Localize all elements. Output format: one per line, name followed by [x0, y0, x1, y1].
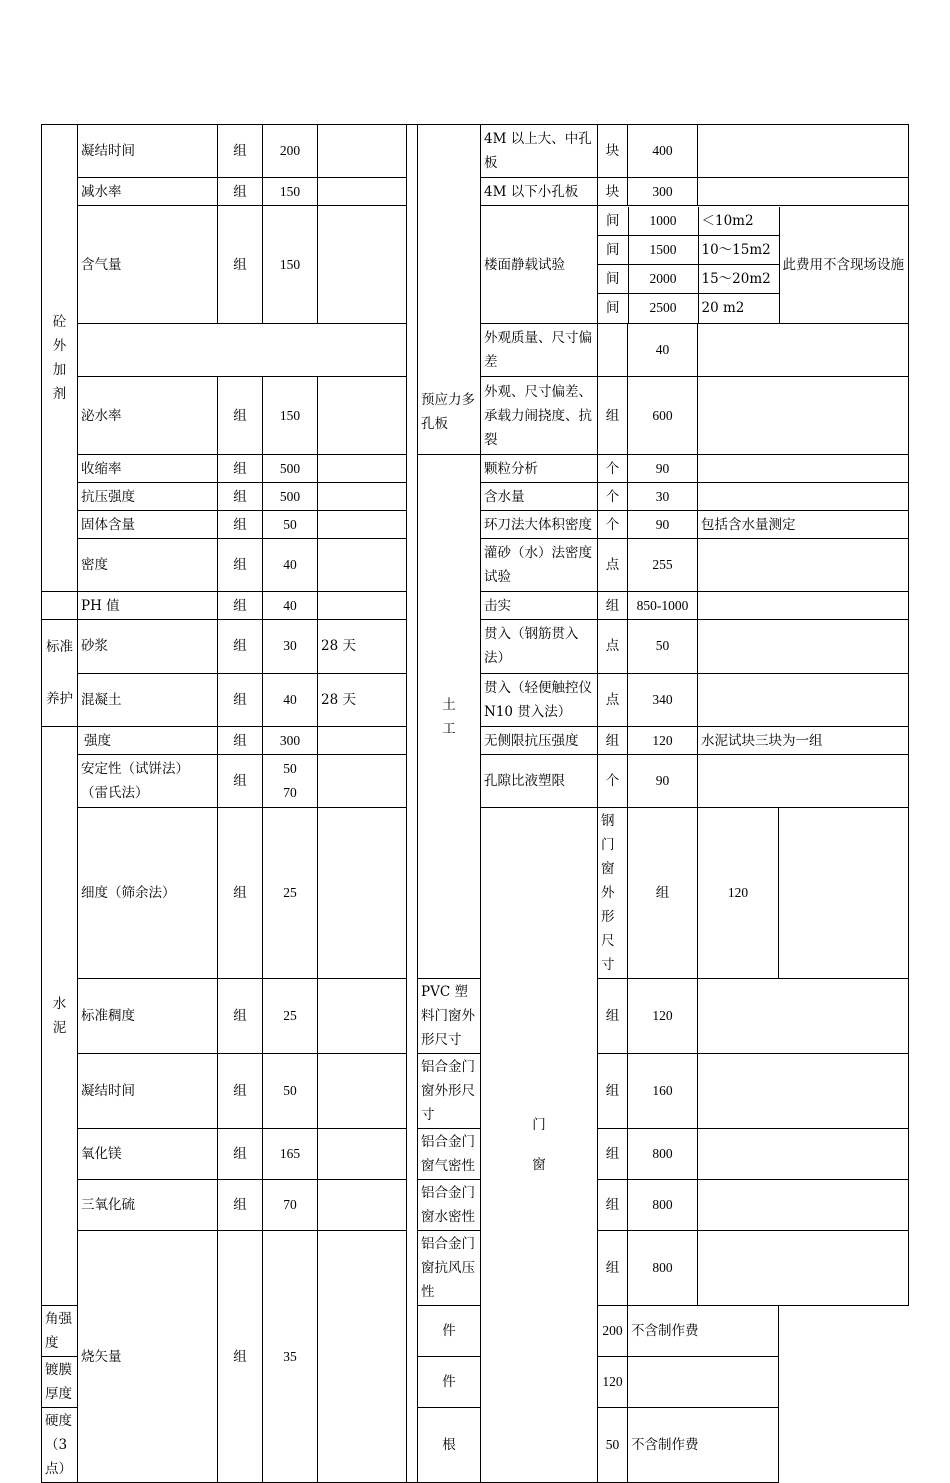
item-unit: 点 [598, 539, 628, 592]
item-note [318, 455, 407, 483]
item-note: 28 天 [318, 673, 407, 727]
item-note [698, 755, 909, 808]
item-price: 200 [598, 1306, 628, 1357]
item-price: 25 [263, 808, 318, 979]
item-unit: 组 [218, 539, 263, 592]
category-slab-blank: 预应力多孔板 [418, 125, 481, 455]
item-price: 255 [628, 539, 698, 592]
item-unit: 组 [218, 455, 263, 483]
item-price: 40 [263, 673, 318, 727]
item-unit: 点 [598, 673, 628, 727]
item-name: PH 值 [78, 592, 218, 620]
load-test-subtable [598, 207, 908, 323]
item-unit: 件 [418, 1357, 481, 1408]
item-name: 氧化镁 [78, 1129, 218, 1180]
item-price: 120 [698, 808, 779, 979]
item-name: 4M 以下小孔板 [481, 178, 598, 206]
item-note [698, 125, 909, 178]
item-price: 30 [628, 483, 698, 511]
item-unit: 件 [418, 1306, 481, 1357]
item-price: 50 [598, 1408, 628, 1483]
item-note [698, 455, 909, 483]
item-unit: 组 [218, 206, 263, 324]
item-name: 收缩率 [78, 455, 218, 483]
item-price: 150 [263, 206, 318, 324]
item-unit: 组 [218, 178, 263, 206]
category-cement: 水 泥 [42, 727, 78, 1306]
load-test-block [598, 206, 909, 324]
item-price: 150 [263, 178, 318, 206]
item-note: 水泥试块三块为一组 [698, 727, 909, 755]
item-price: 200 [263, 125, 318, 178]
item-unit: 块 [598, 178, 628, 206]
item-note [698, 1129, 909, 1180]
item-name: 混凝土 [78, 673, 218, 727]
item-name: 凝结时间 [78, 125, 218, 178]
item-unit: 组 [598, 1054, 628, 1129]
category-admixture-continued [42, 592, 78, 620]
item-price: 30 [263, 620, 318, 674]
price-table [41, 124, 909, 1483]
item-unit: 组 [218, 673, 263, 727]
item-unit: 组 [218, 1129, 263, 1180]
item-name: 铝合金门窗外形尺寸 [418, 1054, 481, 1129]
item-note [698, 979, 909, 1054]
item-unit: 组 [218, 620, 263, 674]
item-note [698, 178, 909, 206]
item-price: 165 [263, 1129, 318, 1180]
item-note [698, 483, 909, 511]
item-note [318, 979, 407, 1054]
item-unit: 组 [598, 1231, 628, 1306]
item-name: 贯入（轻便触控仪 N10 贯入法） [481, 673, 598, 727]
item-note [318, 592, 407, 620]
item-name: 颗粒分析 [481, 455, 598, 483]
item-unit: 组 [598, 727, 628, 755]
item-note [318, 125, 407, 178]
item-price: 600 [628, 377, 698, 455]
item-name: 孔隙比液塑限 [481, 755, 598, 808]
item-price: 160 [628, 1054, 698, 1129]
load-note: 此费用不含现场设施 [779, 207, 908, 323]
item-name: 固体含量 [78, 511, 218, 539]
item-note [779, 808, 909, 979]
item-note: 不含制作费 [628, 1306, 779, 1357]
item-price: 500 [263, 455, 318, 483]
item-note [698, 673, 909, 727]
item-note: 不含制作费 [628, 1408, 779, 1483]
item-name: 镀膜厚度 [42, 1357, 78, 1408]
item-price: 500 [263, 483, 318, 511]
item-name: 减水率 [78, 178, 218, 206]
item-unit: 个 [598, 483, 628, 511]
item-note [698, 592, 909, 620]
item-unit: 组 [628, 808, 698, 979]
item-price: 400 [628, 125, 698, 178]
item-price: 120 [628, 979, 698, 1054]
item-name: 细度（筛余法） [78, 808, 218, 979]
item-unit: 组 [218, 125, 263, 178]
item-note: 28 天 [318, 620, 407, 674]
item-name: 角强度 [42, 1306, 78, 1357]
item-price: 120 [598, 1357, 628, 1408]
category-curing: 标准 养护 [42, 620, 78, 727]
item-name: 铝合金门窗气密性 [418, 1129, 481, 1180]
item-price: 40 [263, 592, 318, 620]
item-unit: 组 [218, 1180, 263, 1231]
item-price: 25 [263, 979, 318, 1054]
item-price: 300 [628, 178, 698, 206]
category-admixture: 砼 外 加 剂 [42, 125, 78, 592]
item-name: 抗压强度 [78, 483, 218, 511]
item-unit: 组 [598, 377, 628, 455]
item-name: 铝合金门窗抗风压性 [418, 1231, 481, 1306]
item-name: 砂浆 [78, 620, 218, 674]
item-unit: 组 [598, 979, 628, 1054]
item-name: 强度 [78, 727, 218, 755]
item-unit: 组 [218, 511, 263, 539]
item-name: 楼面静载试验 [481, 206, 598, 324]
item-price: 50 [628, 620, 698, 674]
item-price: 50 70 [263, 755, 318, 808]
item-note [318, 727, 407, 755]
sub-area: ＜10m2 [698, 207, 779, 236]
item-unit: 组 [598, 1129, 628, 1180]
item-unit: 组 [218, 592, 263, 620]
item-name: 铝合金门窗水密性 [418, 1180, 481, 1231]
item-unit: 个 [598, 455, 628, 483]
item-unit: 组 [218, 755, 263, 808]
item-note [698, 324, 909, 377]
item-price: 90 [628, 511, 698, 539]
item-price: 40 [263, 539, 318, 592]
sub-area: 20 m2 [698, 294, 779, 323]
sub-price: 1500 [628, 236, 698, 265]
item-name: 4M 以上大、中孔板 [481, 125, 598, 178]
column-divider [407, 125, 418, 1483]
sub-area: 15～20m2 [698, 265, 779, 294]
item-unit: 个 [598, 755, 628, 808]
item-price: 50 [263, 511, 318, 539]
spacer-cell [78, 324, 407, 377]
item-note [318, 511, 407, 539]
sub-unit: 间 [598, 207, 628, 236]
item-name: 三氧化硫 [78, 1180, 218, 1231]
item-price: 300 [263, 727, 318, 755]
item-note [698, 539, 909, 592]
category-soil: 土 工 [418, 455, 481, 979]
item-note [698, 620, 909, 674]
sub-price: 2000 [628, 265, 698, 294]
item-price: 340 [628, 673, 698, 727]
item-name: 外观、尺寸偏差、承载力闹挠度、抗裂 [481, 377, 598, 455]
item-note [318, 178, 407, 206]
item-price: 35 [263, 1231, 318, 1483]
item-unit: 点 [598, 620, 628, 674]
item-note [318, 808, 407, 979]
item-price: 800 [628, 1129, 698, 1180]
item-unit: 组 [598, 592, 628, 620]
category-window: 门 窗 [481, 808, 598, 1483]
sub-unit: 间 [598, 236, 628, 265]
item-note [318, 539, 407, 592]
item-unit: 组 [218, 1231, 263, 1483]
item-price: 90 [628, 755, 698, 808]
item-note [318, 377, 407, 455]
item-name: 灌砂（水）法密度试验 [481, 539, 598, 592]
item-name: 击实 [481, 592, 598, 620]
item-price: 850-1000 [628, 592, 698, 620]
item-name: 标准稠度 [78, 979, 218, 1054]
item-unit [598, 324, 628, 377]
item-note [318, 1231, 407, 1483]
item-note [318, 483, 407, 511]
item-unit: 块 [598, 125, 628, 178]
item-name: 环刀法大体积密度 [481, 511, 598, 539]
sub-area: 10～15m2 [698, 236, 779, 265]
item-unit: 组 [218, 377, 263, 455]
item-name: 密度 [78, 539, 218, 592]
item-unit: 组 [218, 979, 263, 1054]
item-price: 50 [263, 1054, 318, 1129]
item-note [698, 1231, 909, 1306]
item-note [318, 755, 407, 808]
item-name: 贯入（钢筋贯入法） [481, 620, 598, 674]
item-price: 800 [628, 1231, 698, 1306]
sub-price: 1000 [628, 207, 698, 236]
item-note [318, 1129, 407, 1180]
item-name: 含气量 [78, 206, 218, 324]
item-note [318, 1180, 407, 1231]
item-name: 外观质量、尺寸偏差 [481, 324, 598, 377]
item-name: 无侧限抗压强度 [481, 727, 598, 755]
item-name: 钢门窗外形尺寸 [598, 808, 628, 979]
item-unit: 组 [218, 483, 263, 511]
item-unit: 根 [418, 1408, 481, 1483]
item-unit: 个 [598, 511, 628, 539]
item-name-soundness: 安定性（试饼法） （雷氏法） [78, 755, 218, 808]
item-price: 70 [263, 1180, 318, 1231]
item-unit: 组 [218, 727, 263, 755]
item-note [628, 1357, 779, 1408]
item-name: 烧矢量 [78, 1231, 218, 1483]
item-note: 包括含水量测定 [698, 511, 909, 539]
item-price: 40 [628, 324, 698, 377]
sub-unit: 间 [598, 265, 628, 294]
sub-price: 2500 [628, 294, 698, 323]
item-unit: 组 [218, 808, 263, 979]
item-price: 90 [628, 455, 698, 483]
sub-unit: 间 [598, 294, 628, 323]
item-name: 含水量 [481, 483, 598, 511]
item-note [698, 1180, 909, 1231]
item-note [318, 1054, 407, 1129]
item-price: 120 [628, 727, 698, 755]
item-note [698, 377, 909, 455]
item-name: 硬度（3 点） [42, 1408, 78, 1483]
item-note [698, 1054, 909, 1129]
item-name: 凝结时间 [78, 1054, 218, 1129]
item-unit: 组 [218, 1054, 263, 1129]
item-price: 150 [263, 377, 318, 455]
item-name: 泌水率 [78, 377, 218, 455]
item-name: PVC 塑料门窗外形尺寸 [418, 979, 481, 1054]
item-note [318, 206, 407, 324]
item-unit: 组 [598, 1180, 628, 1231]
item-price: 800 [628, 1180, 698, 1231]
